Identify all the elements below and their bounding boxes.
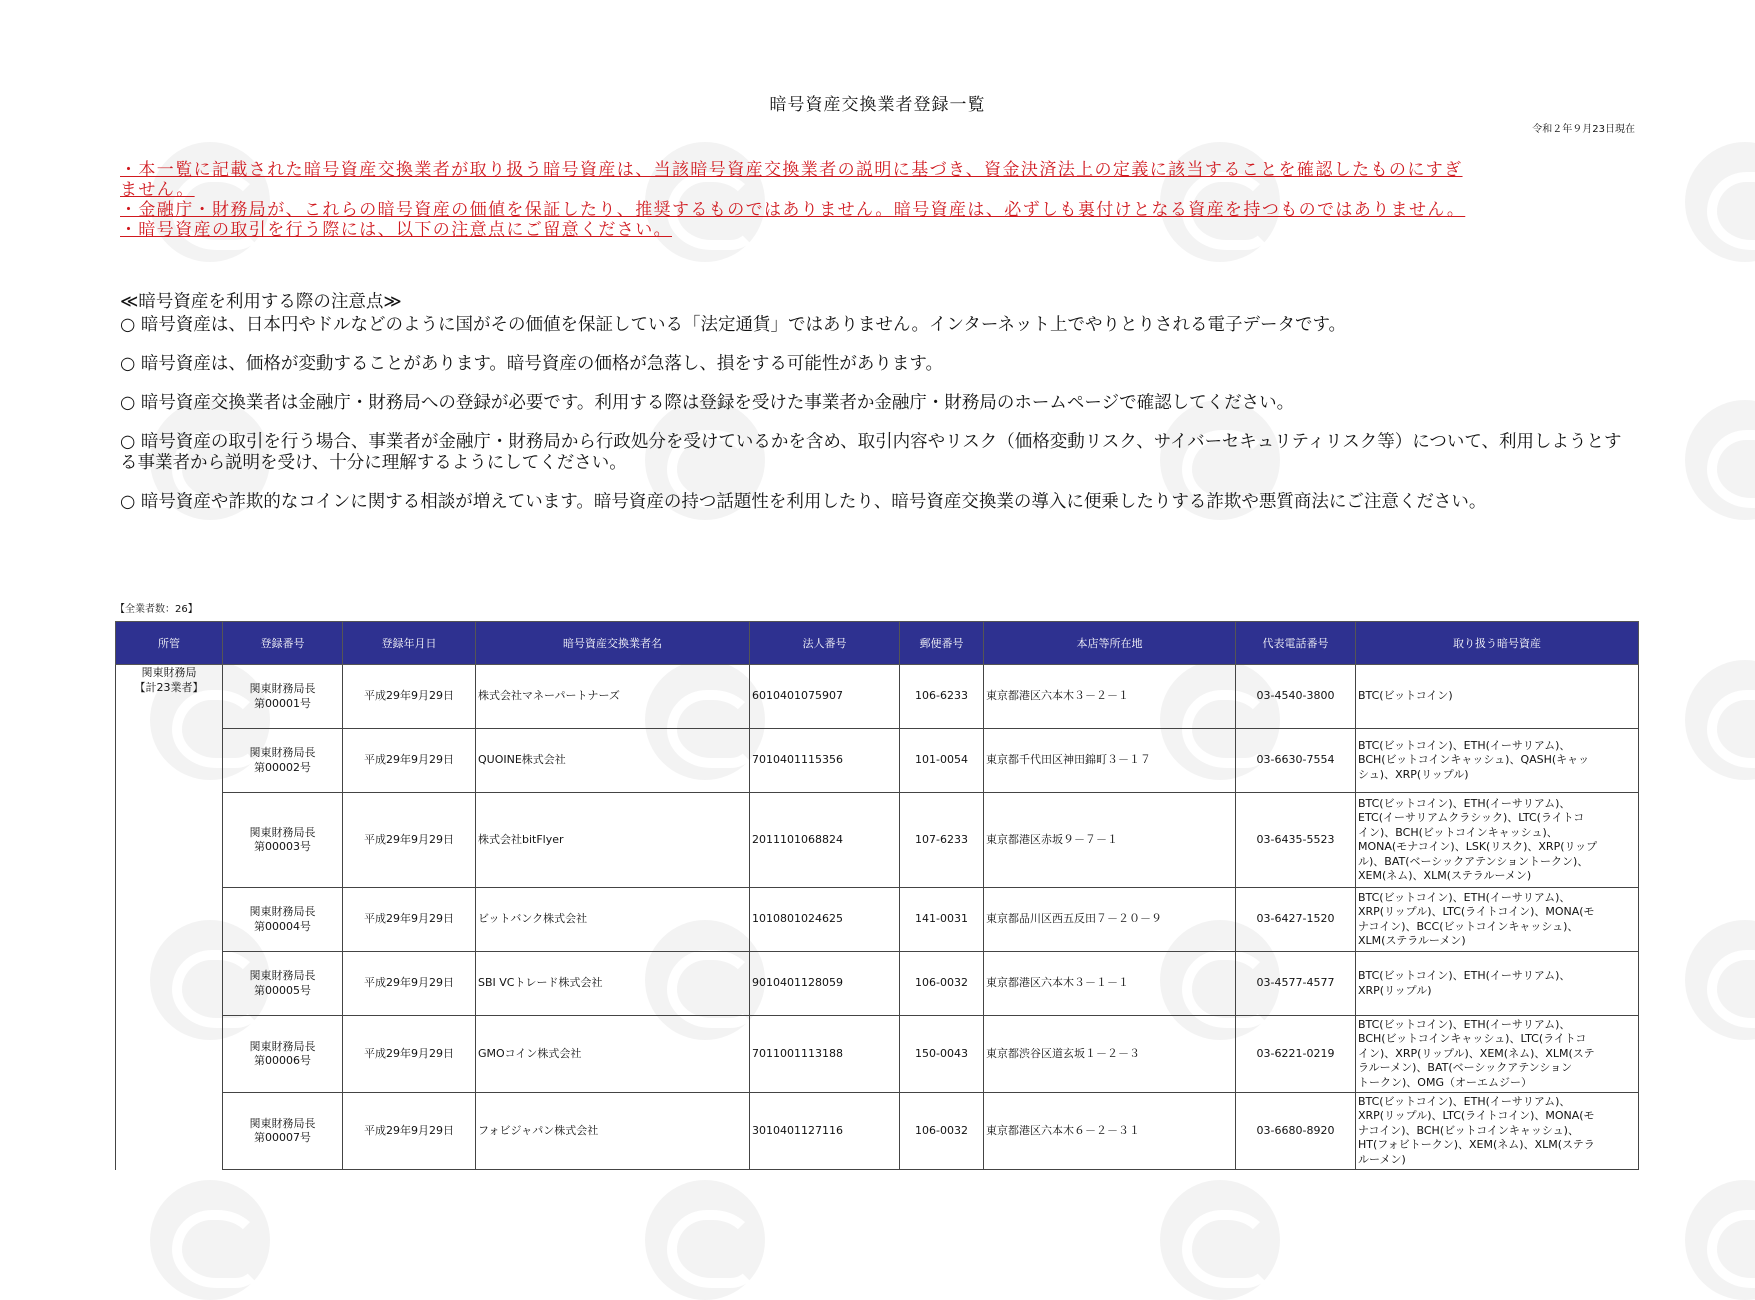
- cell-assets: BTC(ビットコイン)、ETH(イーサリアム)、 XRP(リップル)、LTC(ライトコイン)、MONA(モ ナコイン)、BCC(ビットコインキャッシュ)、 XLM(ステラルーメン): [1356, 888, 1639, 952]
- cell-name: 株式会社bitFlyer: [476, 793, 750, 888]
- cell-address: 東京都千代田区神田錦町３－１７: [984, 729, 1236, 793]
- watermark-logo: [1685, 1180, 1755, 1300]
- note-item: ○ 暗号資産は、価格が変動することがあります。暗号資産の価格が急落し、損をする可能性があります。: [120, 354, 944, 374]
- cell-reg-no: 関東財務局長 第00004号: [223, 888, 343, 952]
- bureau-name: 関東財務局: [141, 666, 197, 679]
- warning-line: ・金融庁・財務局が、これらの暗号資産の価値を保証したり、推奨するものではありません。暗号資産は、必ずしも裏付けとなる資産を持つものではありません。: [120, 200, 1466, 220]
- column-header: 所管: [116, 622, 223, 665]
- cell-address: 東京都品川区西五反田７－２０－９: [984, 888, 1236, 952]
- cell-postal: 150-0043: [900, 1016, 984, 1093]
- cell-name: 株式会社マネーパートナーズ: [476, 665, 750, 729]
- cell-reg-no: 関東財務局長 第00006号: [223, 1016, 343, 1093]
- table-row: [116, 793, 1639, 888]
- column-header: 登録番号: [223, 622, 343, 665]
- warning-line: ・本一覧に記載された暗号資産交換業者が取り扱う暗号資産は、当該暗号資産交換業者の説明に基づき、資金決済法上の定義に該当することを確認したものにすぎ: [120, 160, 1463, 180]
- column-header: 法人番号: [750, 622, 900, 665]
- note-item: ○ 暗号資産の取引を行う場合、事業者が金融庁・財務局から行政処分を受けているかを含め、取引内容やリスク（価格変動リスク、サイバーセキュリティリスク等）について、利用しようとする事業者から説明を受け、十分に理解するようにしてください。: [120, 432, 1622, 473]
- cell-name: GMOコイン株式会社: [476, 1016, 750, 1093]
- cell-postal: 107-6233: [900, 793, 984, 888]
- cell-postal: 141-0031: [900, 888, 984, 952]
- cell-date: 平成29年9月29日: [343, 793, 476, 888]
- cell-date: 平成29年9月29日: [343, 665, 476, 729]
- cell-phone: 03-6221-0219: [1236, 1016, 1356, 1093]
- notes-heading: ≪暗号資産を利用する際の注意点≫: [120, 292, 402, 312]
- cell-assets: BTC(ビットコイン)、ETH(イーサリアム)、 BCH(ビットコインキャッシュ)、QASH(キャッ シュ)、XRP(リップル): [1356, 729, 1639, 793]
- watermark-logo: [1685, 142, 1755, 262]
- table-header-row: [116, 622, 1639, 665]
- cell-name: SBI VCトレード株式会社: [476, 952, 750, 1016]
- watermark-logo: [1685, 400, 1755, 520]
- watermark-logo: [1685, 920, 1755, 1040]
- cell-corp-no: 1010801024625: [750, 888, 900, 952]
- cell-date: 平成29年9月29日: [343, 952, 476, 1016]
- registry-table: [115, 621, 1639, 1170]
- column-header: 登録年月日: [343, 622, 476, 665]
- cell-phone: 03-6630-7554: [1236, 729, 1356, 793]
- cell-date: 平成29年9月29日: [343, 729, 476, 793]
- cell-date: 平成29年9月29日: [343, 888, 476, 952]
- page-title: 暗号資産交換業者登録一覧: [769, 95, 986, 115]
- warning-line: ません。: [120, 180, 195, 200]
- cell-postal: 106-0032: [900, 1093, 984, 1170]
- table-row: [116, 888, 1639, 952]
- as-of-date: 令和２年９月23日現在: [1532, 124, 1635, 135]
- cell-date: 平成29年9月29日: [343, 1093, 476, 1170]
- table-row: [116, 1016, 1639, 1093]
- cell-corp-no: 6010401075907: [750, 665, 900, 729]
- cell-postal: 106-0032: [900, 952, 984, 1016]
- cell-corp-no: 7011001113188: [750, 1016, 900, 1093]
- cell-phone: 03-6427-1520: [1236, 888, 1356, 952]
- cell-corp-no: 9010401128059: [750, 952, 900, 1016]
- cell-name: QUOINE株式会社: [476, 729, 750, 793]
- column-header: 取り扱う暗号資産: [1356, 622, 1639, 665]
- note-item: ○ 暗号資産交換業者は金融庁・財務局への登録が必要です。利用する際は登録を受けた事業者か金融庁・財務局のホームページで確認してください。: [120, 393, 1295, 413]
- cell-address: 東京都港区六本木３－１－１: [984, 952, 1236, 1016]
- cell-address: 東京都港区赤坂９－７－１: [984, 793, 1236, 888]
- cell-address: 東京都港区六本木３－２－１: [984, 665, 1236, 729]
- watermark-logo: [1160, 1180, 1280, 1300]
- watermark-logo: [645, 1180, 765, 1300]
- column-header: 本店等所在地: [984, 622, 1236, 665]
- cell-phone: 03-6680-8920: [1236, 1093, 1356, 1170]
- note-item: ○ 暗号資産や詐欺的なコインに関する相談が増えています。暗号資産の持つ話題性を利用したり、暗号資産交換業の導入に便乗したりする詐欺や悪質商法にご注意ください。: [120, 492, 1487, 512]
- cell-corp-no: 2011101068824: [750, 793, 900, 888]
- table-row: [116, 665, 1639, 729]
- cell-reg-no: 関東財務局長 第00007号: [223, 1093, 343, 1170]
- cell-reg-no: 関東財務局長 第00001号: [223, 665, 343, 729]
- column-header: 代表電話番号: [1236, 622, 1356, 665]
- bureau-count: 【計23業者】: [134, 680, 204, 694]
- warning-block: [120, 160, 1635, 240]
- watermark-logo: [150, 1180, 270, 1300]
- cell-reg-no: 関東財務局長 第00002号: [223, 729, 343, 793]
- cell-address: 東京都渋谷区道玄坂１－２－３: [984, 1016, 1236, 1093]
- cell-postal: 106-6233: [900, 665, 984, 729]
- cell-date: 平成29年9月29日: [343, 1016, 476, 1093]
- table-row: [116, 729, 1639, 793]
- cell-assets: BTC(ビットコイン)、ETH(イーサリアム)、 XRP(リップル): [1356, 952, 1639, 1016]
- cell-phone: 03-4540-3800: [1236, 665, 1356, 729]
- cell-reg-no: 関東財務局長 第00003号: [223, 793, 343, 888]
- bureau-cell: [116, 665, 223, 1170]
- cell-assets: BTC(ビットコイン)、ETH(イーサリアム)、 XRP(リップル)、LTC(ライトコイン)、MONA(モ ナコイン)、BCH(ビットコインキャッシュ)、 HT(フォビトークン)、XEM(ネム)、XLM(ステラ ルーメン): [1356, 1093, 1639, 1170]
- column-header: 郵便番号: [900, 622, 984, 665]
- cell-name: ビットバンク株式会社: [476, 888, 750, 952]
- cell-assets: BTC(ビットコイン)、ETH(イーサリアム)、 BCH(ビットコインキャッシュ)、LTC(ライトコ イン)、XRP(リップル)、XEM(ネム)、XLM(ステ ラルーメン)、BAT(ベーシックアテンション トークン)、OMG（オーエムジー）: [1356, 1016, 1639, 1093]
- cell-phone: 03-6435-5523: [1236, 793, 1356, 888]
- cell-name: フォビジャパン株式会社: [476, 1093, 750, 1170]
- cell-address: 東京都港区六本木６－２－３１: [984, 1093, 1236, 1170]
- cell-phone: 03-4577-4577: [1236, 952, 1356, 1016]
- note-item: ○ 暗号資産は、日本円やドルなどのように国がその価値を保証している「法定通貨」ではありません。インターネット上でやりとりされる電子データです。: [120, 315, 1347, 335]
- total-count: 【全業者数：26】: [115, 604, 198, 615]
- notes-section: [120, 292, 1635, 531]
- watermark-logo: [1685, 660, 1755, 780]
- cell-reg-no: 関東財務局長 第00005号: [223, 952, 343, 1016]
- cell-corp-no: 7010401115356: [750, 729, 900, 793]
- table-row: [116, 952, 1639, 1016]
- cell-corp-no: 3010401127116: [750, 1093, 900, 1170]
- column-header: 暗号資産交換業者名: [476, 622, 750, 665]
- cell-assets: BTC(ビットコイン): [1356, 665, 1639, 729]
- warning-line: ・暗号資産の取引を行う際には、以下の注意点にご留意ください。: [120, 220, 672, 240]
- cell-assets: BTC(ビットコイン)、ETH(イーサリアム)、 ETC(イーサリアムクラシック)、LTC(ライトコ イン)、BCH(ビットコインキャッシュ)、 MONA(モナコイン)、LSK(リスク)、XRP(リップ ル)、BAT(ベーシックアテンショントークン)、 XEM(ネム)、XLM(ステラルーメン): [1356, 793, 1639, 888]
- cell-postal: 101-0054: [900, 729, 984, 793]
- table-row: [116, 1093, 1639, 1170]
